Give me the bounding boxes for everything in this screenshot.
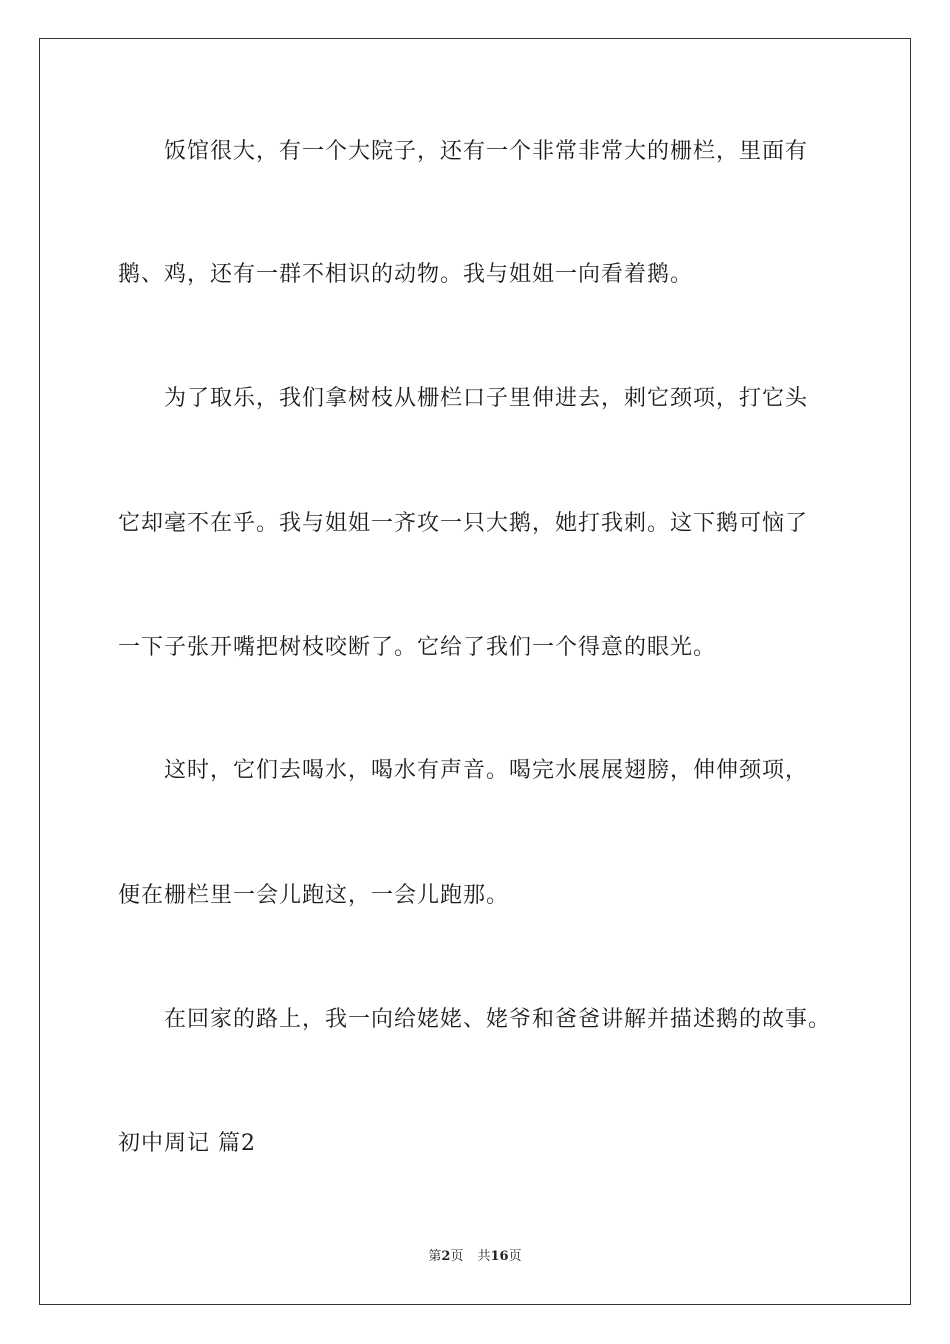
paragraph-line: 一下子张开嘴把树枝咬断了。它给了我们一个得意的眼光。 (118, 635, 717, 660)
paragraph-line: 为了取乐，我们拿树枝从栅栏口子里伸进去，刺它颈项，打它头 (164, 386, 809, 411)
footer-page-prefix: 第 (428, 1249, 442, 1264)
paragraph-line: 鹅、鸡，还有一群不相识的动物。我与姐姐一向看着鹅。 (118, 262, 694, 287)
page-footer (0, 1249, 950, 1265)
footer-total-pages: 16 (490, 1249, 509, 1264)
section-heading: 初中周记 篇2 (118, 1131, 256, 1156)
footer-page-number: 2 (441, 1249, 451, 1264)
footer-total-suffix: 页 (508, 1249, 522, 1264)
footer-page-suffix: 页 (450, 1249, 464, 1264)
paragraph-line: 便在栅栏里一会儿跑这，一会儿跑那。 (118, 883, 510, 908)
paragraph-line: 在回家的路上，我一向给姥姥、姥爷和爸爸讲解并描述鹅的故事。 (164, 1007, 832, 1032)
paragraph-line: 饭馆很大，有一个大院子，还有一个非常非常大的栅栏，里面有 (164, 139, 809, 164)
paragraph-line: 这时，它们去喝水，喝水有声音。喝完水展展翅膀，伸伸颈项， (164, 758, 809, 783)
paragraph-line: 它却毫不在乎。我与姐姐一齐攻一只大鹅，她打我刺。这下鹅可恼了 (118, 511, 809, 536)
page-frame (39, 38, 911, 1305)
footer-total-prefix: 共 (477, 1249, 491, 1264)
